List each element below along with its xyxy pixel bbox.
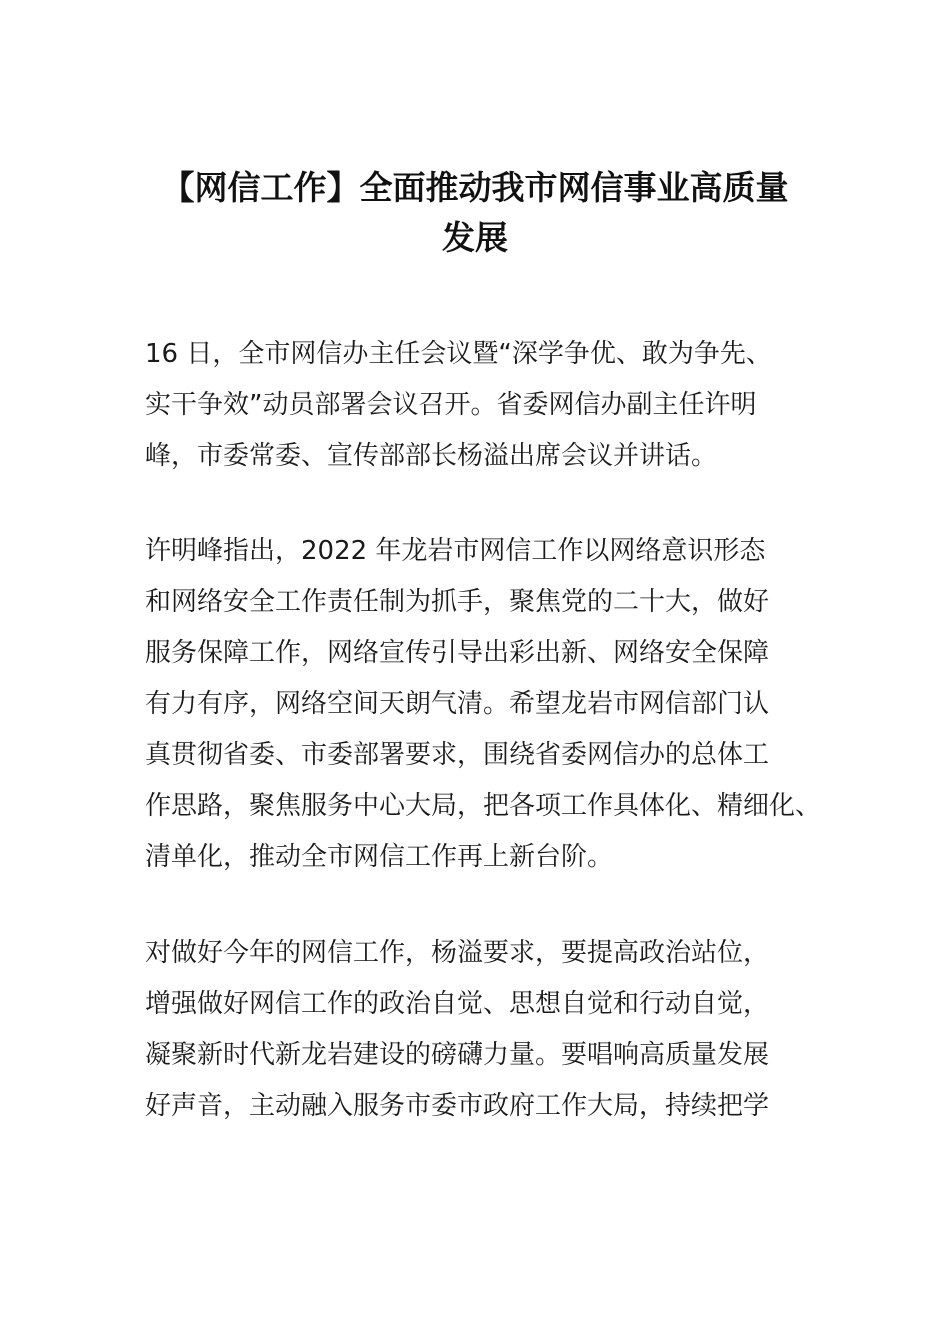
text-line: 有力有序，网络空间天朗气清。希望龙岩市网信部门认	[145, 689, 770, 719]
text-line: 服务保障工作，网络宣传引导出彩出新、网络安全保障	[145, 638, 770, 668]
text-line: 对做好今年的网信工作，杨溢要求，要提高政治站位，	[145, 938, 770, 968]
paragraph-yang-yi-requirements	[145, 928, 835, 1132]
text-line: 16 日，全市网信办主任会议暨“深学争优、敢为争先、	[145, 339, 772, 369]
text-line: 作思路，聚焦服务中心大局，把各项工作具体化、精细化、	[145, 791, 822, 821]
paragraph-xu-mingfeng-remarks	[145, 526, 835, 883]
title-line: 发展	[442, 218, 508, 257]
text-line: 清单化，推动全市网信工作再上新台阶。	[145, 842, 614, 872]
text-line: 实干争效”动员部署会议召开。省委网信办副主任许明	[145, 390, 757, 420]
text-line: 凝聚新时代新龙岩建设的磅礴力量。要唱响高质量发展	[145, 1040, 770, 1070]
text-line: 和网络安全工作责任制为抓手，聚焦党的二十大，做好	[145, 587, 770, 617]
paragraph-meeting-intro	[145, 329, 835, 482]
text-line: 许明峰指出，2022 年龙岩市网信工作以网络意识形态	[145, 536, 766, 566]
text-line: 好声音，主动融入服务市委市政府工作大局，持续把学	[145, 1091, 770, 1121]
text-line: 增强做好网信工作的政治自觉、思想自觉和行动自觉，	[145, 989, 770, 1019]
document-title	[130, 163, 820, 263]
title-line: 【网信工作】全面推动我市网信事业高质量	[161, 168, 789, 207]
text-line: 真贯彻省委、市委部署要求，围绕省委网信办的总体工	[145, 740, 770, 770]
text-line: 峰，市委常委、宣传部部长杨溢出席会议并讲话。	[145, 441, 718, 471]
